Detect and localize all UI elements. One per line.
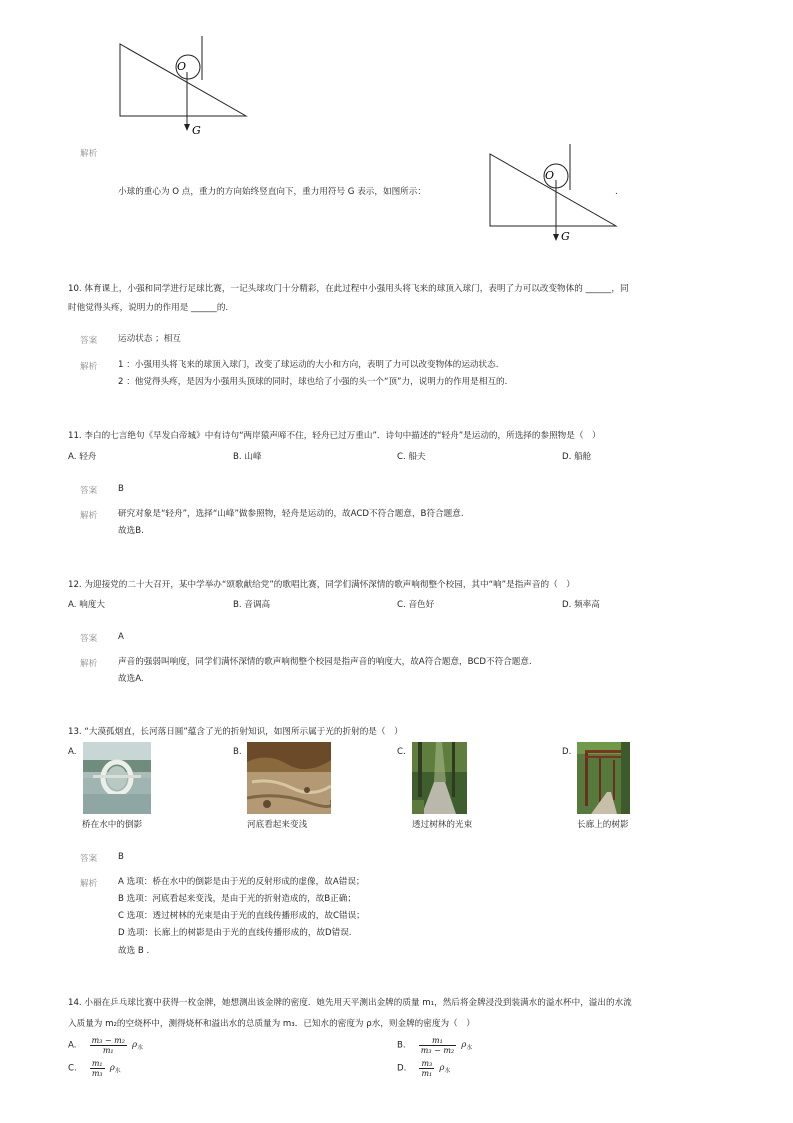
q11-analysis-line1: 研究对象是“轻舟”，选择“山峰”做参照物，轻舟是运动的，故ACD不符合题意，B符合题意.: [118, 509, 464, 519]
q14-option-c-letter: C.: [68, 1063, 77, 1074]
q13-analysis-line4: D 选项：长廊上的树影是由于光的直线传播形成的，故D错误.: [118, 928, 352, 938]
q13-option-b-letter[interactable]: B.: [233, 747, 242, 757]
incline-ball-figure-top: [110, 30, 260, 140]
q13-option-a-letter[interactable]: A.: [68, 747, 77, 757]
riverbed-shallow-image[interactable]: [247, 742, 331, 814]
gravity-arrowhead: [184, 124, 190, 131]
q12-stem: 12. 为迎接党的二十大召开，某中学举办“颂歌献给党”的歌唱比赛，同学们满怀深情的歌声响彻整个校园，其中“响”是指声音的（ ）: [68, 580, 575, 590]
q11-option-d[interactable]: D. 船舱: [562, 452, 592, 462]
q10-answer: 运动状态 ；相互: [118, 334, 181, 344]
water-density-symbol: $\rho_水$: [109, 1062, 121, 1075]
q12-analysis-label: 解析: [80, 659, 98, 669]
q14-option-a[interactable]: [68, 1035, 143, 1055]
fraction-numerator: m₃ − m₂: [91, 1036, 125, 1045]
q11-answer-label: 答案: [80, 486, 98, 496]
q14-option-d-letter: D.: [397, 1063, 407, 1074]
q13-analysis-line3: C 选项：透过树林的光束是由于光的直线传播形成的，故C错误；: [118, 911, 365, 921]
forest-light-beam-image[interactable]: [412, 742, 467, 814]
q13-stem: 13. “大漠孤烟直，长河落日圆”蕴含了光的折射知识，如图所示属于光的折射的是（ ）: [68, 727, 403, 737]
q10-stem-line1: 10. 体育课上，小强和同学进行足球比赛，一记头球攻门十分精彩，在此过程中小强用头将飞来的球顶入球门，表明了力可以改变物体的 ______，同: [68, 284, 629, 294]
q14-option-c-fraction: [90, 1059, 105, 1078]
q13-option-b-caption: 河底看起来变浅: [247, 820, 308, 830]
q12-analysis-line1: 声音的强弱叫响度，同学们满怀深情的歌声响彻整个校园是指声音的响度大，故A符合题意，BCD不符合题意.: [118, 657, 532, 667]
q9-analysis-text: 小球的重心为 O 点，重力的方向始终竖直向下，重力用符号 G 表示，如图所示：: [118, 187, 426, 197]
q12-option-a[interactable]: A. 响度大: [68, 600, 105, 610]
q14-option-a-letter: A.: [68, 1040, 77, 1051]
q14-option-b-letter: B.: [397, 1040, 406, 1051]
q13-answer: B: [118, 852, 124, 862]
center-label: O: [545, 169, 555, 182]
q11-stem: 11. 李白的七言绝句《早发白帝城》中有诗句“两岸猿声啼不住，轻舟已过万重山”．诗句中描述的“轻舟”是运动的，所选择的参照物是（ ）: [68, 431, 601, 441]
q14-option-b-fraction: [419, 1036, 456, 1055]
q14-option-b[interactable]: [397, 1035, 472, 1055]
fraction-numerator: m₁: [91, 1059, 103, 1068]
q14-option-c[interactable]: [68, 1058, 121, 1078]
q12-answer-label: 答案: [80, 634, 98, 644]
fraction-numerator: m₃: [421, 1059, 433, 1068]
q12-analysis-line2: 故选A.: [118, 674, 144, 684]
q13-analysis-label: 解析: [80, 879, 98, 889]
fraction-denominator: m₃: [91, 1069, 103, 1078]
q12-option-b[interactable]: B. 音调高: [233, 600, 271, 610]
q11-option-a[interactable]: A. 轻舟: [68, 452, 97, 462]
q13-analysis-line2: B 选项：河底看起来变浅，是由于光的折射造成的，故B正确；: [118, 894, 356, 904]
q13-option-a-caption: 桥在水中的倒影: [82, 820, 143, 830]
q10-stem-line2: 时他觉得头疼，说明力的作用是 ______的.: [68, 303, 229, 313]
water-density-symbol: $\rho_水$: [132, 1039, 144, 1052]
fraction-numerator: m₁: [419, 1036, 456, 1046]
q13-option-d-caption: 长廊上的树影: [577, 820, 629, 830]
fraction-denominator: m₁: [102, 1046, 114, 1055]
q9-trailing-dot: .: [615, 187, 618, 197]
q11-answer: B: [118, 484, 124, 494]
water-density-symbol: $\rho_水$: [439, 1062, 451, 1075]
q10-analysis-line1: 1 ：小强用头将飞来的球顶入球门，改变了球运动的大小和方向，表明了力可以改变物体的运动状态.: [118, 360, 499, 370]
gravity-label: G: [192, 124, 201, 137]
q13-option-c-caption: 透过树林的光束: [412, 820, 473, 830]
q12-option-c[interactable]: C. 音色好: [397, 600, 435, 610]
q13-answer-label: 答案: [80, 854, 98, 864]
q10-analysis-line2: 2 ：他觉得头疼，是因为小强用头顶球的同时，球也给了小强的头一个“顶”力，说明力的作用是相互的.: [118, 377, 508, 387]
fraction-denominator: m₃ − m₂: [420, 1046, 455, 1055]
gravity-label: G: [561, 230, 570, 243]
water-density-symbol: $\rho_水$: [461, 1039, 473, 1052]
incline-triangle: [120, 44, 246, 116]
fraction-denominator: m₁: [421, 1069, 433, 1078]
q12-option-d[interactable]: D. 频率高: [562, 600, 600, 610]
q11-option-b[interactable]: B. 山峰: [233, 452, 262, 462]
bridge-reflection-image[interactable]: [83, 742, 151, 814]
q13-option-d-letter[interactable]: D.: [562, 747, 572, 757]
q10-analysis-label: 解析: [80, 362, 98, 372]
q14-option-d-fraction: [419, 1059, 434, 1078]
incline-ball-figure-analysis: [480, 140, 630, 250]
q14-option-a-fraction: [90, 1036, 127, 1055]
q11-analysis-label: 解析: [80, 511, 98, 521]
q14-option-d[interactable]: [397, 1058, 450, 1078]
q13-option-c-letter[interactable]: C.: [397, 747, 406, 757]
corridor-shadow-image[interactable]: [577, 742, 630, 814]
q12-answer: A: [118, 632, 124, 642]
q11-option-c[interactable]: C. 船夫: [397, 452, 426, 462]
gravity-arrowhead: [553, 234, 559, 241]
center-label: O: [177, 60, 187, 73]
q10-answer-label: 答案: [80, 336, 98, 346]
q14-stem-line1: 14. 小丽在乒乓球比赛中获得一枚金牌，她想测出该金牌的密度．她先用天平测出金牌的质量 m₁，然后将金牌浸没到装满水的溢水杯中，溢出的水流: [68, 998, 632, 1008]
q11-analysis-line2: 故选B.: [118, 526, 144, 536]
q9-analysis-label: 解析: [80, 149, 98, 159]
q13-analysis-line5: 故选 B .: [118, 946, 150, 956]
q14-stem-line2: 入质量为 m₂的空烧杯中，测得烧杯和溢出水的总质量为 m₃．已知水的密度为 ρ水，则金牌的密度为（ ）: [68, 1019, 475, 1029]
q13-analysis-line1: A 选项：桥在水中的倒影是由于光的反射形成的虚像，故A错误；: [118, 877, 365, 887]
